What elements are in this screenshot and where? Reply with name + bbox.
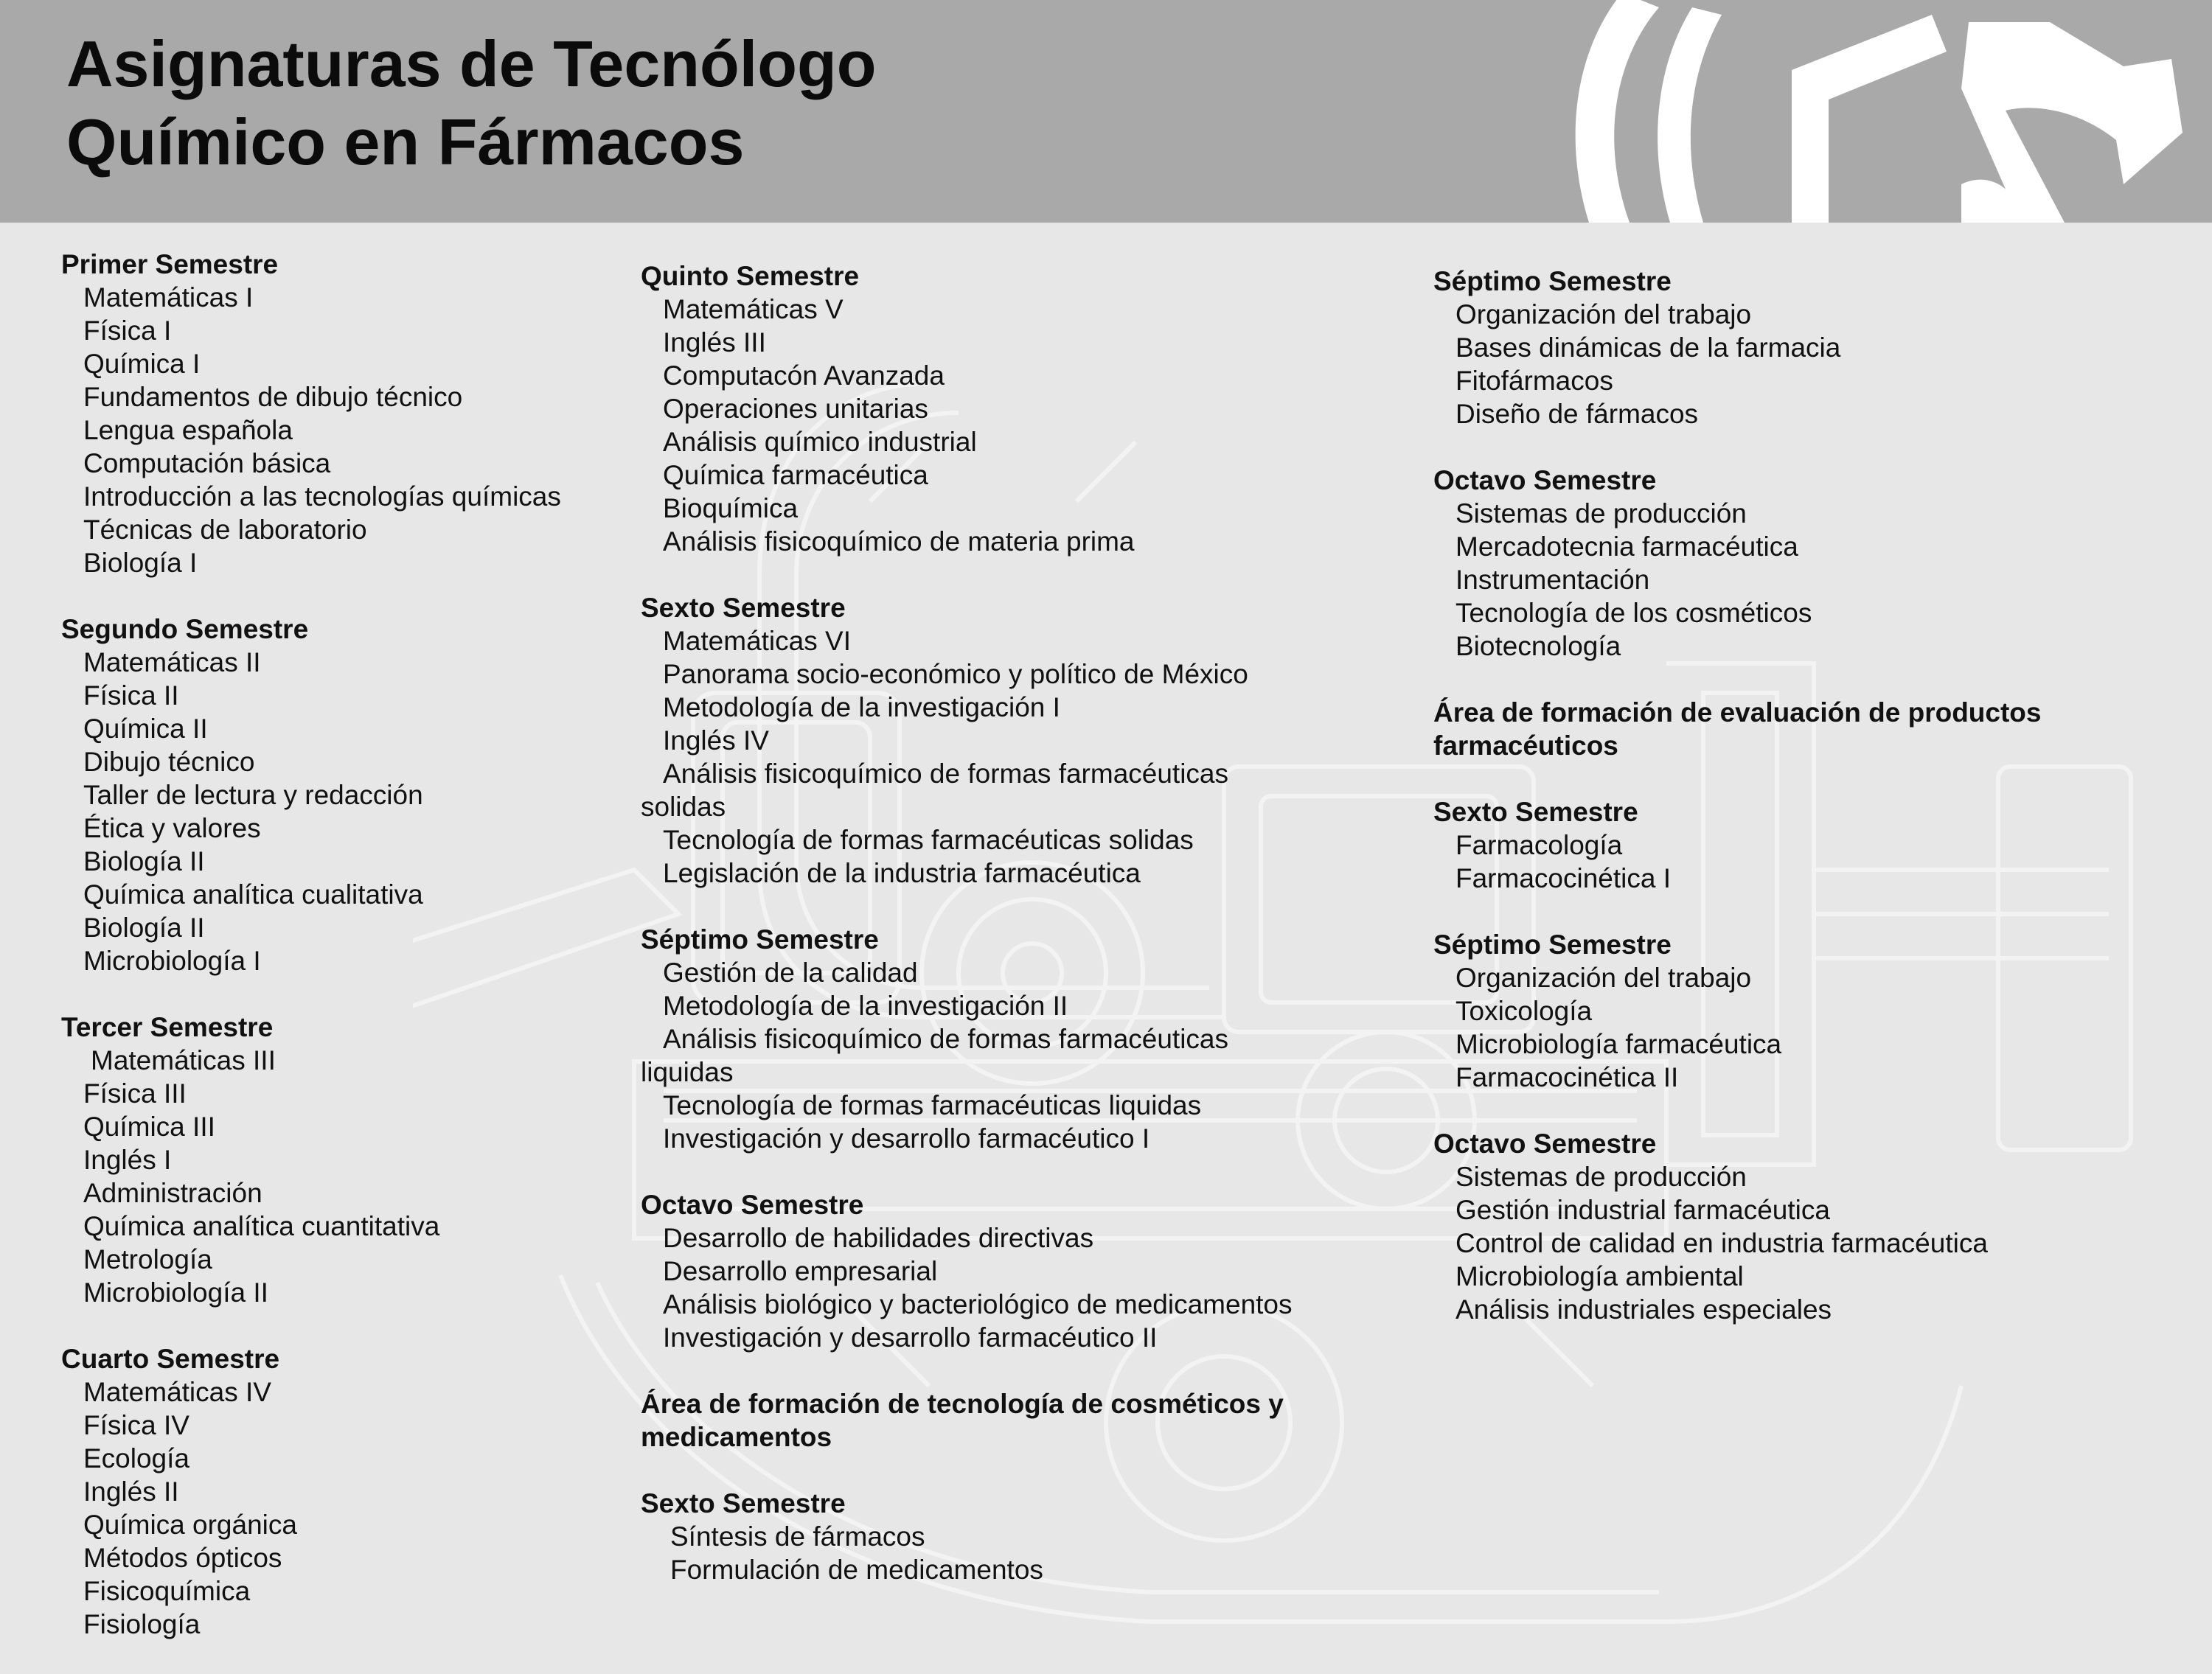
section-title: Octavo Semestre <box>1433 1129 1657 1159</box>
subject-item: Fitofármacos <box>1455 366 1613 396</box>
subject-item: Toxicología <box>1455 996 1593 1026</box>
subject-item: Taller de lectura y redacción <box>83 780 423 810</box>
section-title: Sexto Semestre <box>641 593 846 623</box>
subject-item: Computación básica <box>83 448 331 478</box>
subject-item: Química orgánica <box>83 1510 297 1540</box>
semester-section <box>61 1342 622 1641</box>
subject-item: Farmacocinética II <box>1455 1062 1679 1092</box>
subject-item: Fisiología <box>83 1609 201 1639</box>
subject-item: Métodos ópticos <box>83 1543 282 1573</box>
subject-item: Metodología de la investigación I <box>663 692 1060 722</box>
subject-item: Química III <box>83 1112 215 1142</box>
subject-item: Biotecnología <box>1455 631 1621 661</box>
subject-item: Química II <box>83 714 208 744</box>
subject-item: Fundamentos de dibujo técnico <box>83 382 463 412</box>
subject-item: Sistemas de producción <box>1455 498 1747 529</box>
section-title: Cuarto Semestre <box>61 1344 280 1374</box>
section-title: Octavo Semestre <box>641 1190 864 1220</box>
subject-item: Matemáticas II <box>83 647 261 677</box>
subject-item: Sistemas de producción <box>1455 1162 1747 1192</box>
page-title-line-2: Químico en Fármacos <box>66 105 745 178</box>
subject-item: Biología I <box>83 548 198 578</box>
subject-item: Matemáticas VI <box>663 626 851 656</box>
semester-section <box>641 1487 1400 1586</box>
section-title: Séptimo Semestre <box>1433 930 1672 960</box>
subject-item: Lengua española <box>83 415 293 445</box>
subject-item: Análisis biológico y bacteriológico de medicamentos <box>663 1289 1293 1319</box>
subject-item: Microbiología II <box>83 1277 268 1308</box>
subject-item: Administración <box>83 1178 262 1208</box>
subject-item: Tecnología de formas farmacéuticas solidas <box>663 825 1194 855</box>
subject-item: Análisis químico industrial <box>663 427 977 457</box>
subject-item: Matemáticas I <box>83 282 254 313</box>
subject-item: Control de calidad en industria farmacéutica <box>1455 1228 1988 1258</box>
semester-section <box>1433 1127 2171 1326</box>
semester-section <box>61 613 622 977</box>
subject-item: Operaciones unitarias <box>663 394 928 424</box>
subject-item: Física I <box>83 315 172 346</box>
subject-item: Gestión de la calidad <box>663 958 918 988</box>
subject-item: Análisis fisicoquímico de formas farmacéuticas solidas <box>641 758 1229 822</box>
semester-section <box>1433 795 2171 895</box>
subject-item: Instrumentación <box>1455 565 1650 595</box>
section-title: Primer Semestre <box>61 249 279 279</box>
semester-section <box>641 591 1400 890</box>
subject-item: Organización del trabajo <box>1455 963 1752 993</box>
subject-item: Análisis industriales especiales <box>1455 1294 1832 1325</box>
subject-item: Farmacología <box>1455 830 1623 860</box>
subject-item: Panorama socio-económico y político de México <box>663 659 1248 689</box>
subject-item: Bases dinámicas de la farmacia <box>1455 332 1841 363</box>
subject-item: Física IV <box>83 1410 189 1440</box>
subject-item: Inglés I <box>83 1145 172 1175</box>
subject-item: Farmacocinética I <box>1455 863 1671 893</box>
subject-item: Química farmacéutica <box>663 460 928 490</box>
subject-item: Mercadotecnia farmacéutica <box>1455 531 1798 562</box>
page-title-line-1: Asignaturas de Tecnólogo <box>66 27 877 100</box>
subject-item: Desarrollo empresarial <box>663 1256 938 1286</box>
semester-section <box>61 248 622 579</box>
institution-logo-icon <box>1548 0 2212 223</box>
subject-item: Fisicoquímica <box>83 1576 251 1606</box>
column-1 <box>61 248 622 1674</box>
subject-item: Química analítica cualitativa <box>83 879 423 910</box>
subject-item: Inglés III <box>663 327 766 358</box>
subject-item: Diseño de fármacos <box>1455 399 1699 429</box>
subject-item: Biología II <box>83 846 205 876</box>
subject-item: Investigación y desarrollo farmacéutico I <box>663 1123 1150 1154</box>
section-title: Tercer Semestre <box>61 1012 274 1042</box>
section-title: Sexto Semestre <box>1433 797 1638 827</box>
semester-section <box>641 1188 1400 1354</box>
area-section <box>1433 696 2171 762</box>
subject-item: Síntesis de fármacos <box>670 1521 925 1552</box>
subject-item: Metrología <box>83 1244 212 1274</box>
subject-item: Ética y valores <box>83 813 261 843</box>
subject-item: Matemáticas III <box>91 1045 276 1075</box>
subject-item: Organización del trabajo <box>1455 299 1752 329</box>
subject-item: Bioquímica <box>663 493 799 523</box>
section-title: Quinto Semestre <box>641 261 860 291</box>
subject-item: Ecología <box>83 1443 189 1474</box>
semester-section <box>1433 464 2171 663</box>
section-title: Octavo Semestre <box>1433 465 1657 495</box>
subject-item: Computacón Avanzada <box>663 360 945 391</box>
column-3 <box>1433 265 2171 1359</box>
area-title: Área de formación de tecnología de cosméticos y medicamentos <box>641 1389 1284 1452</box>
subject-item: Química I <box>83 349 201 379</box>
semester-section <box>641 923 1400 1155</box>
subject-item: Dibujo técnico <box>83 747 255 777</box>
subject-item: Tecnología de formas farmacéuticas liquidas <box>663 1090 1202 1120</box>
subject-item: Matemáticas IV <box>83 1377 271 1407</box>
subject-item: Análisis fisicoquímico de materia prima <box>663 526 1135 557</box>
subject-item: Biología II <box>83 913 205 943</box>
semester-section <box>61 1011 622 1309</box>
subject-item: Física III <box>83 1078 187 1109</box>
page-title <box>66 25 877 181</box>
subject-item: Gestión industrial farmacéutica <box>1455 1195 1830 1225</box>
section-title: Sexto Semestre <box>641 1488 846 1518</box>
subject-item: Desarrollo de habilidades directivas <box>663 1223 1094 1253</box>
subject-item: Análisis fisicoquímico de formas farmacéuticas liquidas <box>641 1024 1229 1087</box>
subject-item: Técnicas de laboratorio <box>83 515 367 545</box>
header-banner <box>0 0 2212 223</box>
subject-item: Inglés II <box>83 1476 179 1507</box>
subject-item: Legislación de la industria farmacéutica <box>663 858 1141 888</box>
subject-item: Física II <box>83 680 179 711</box>
subject-item: Formulación de medicamentos <box>670 1555 1043 1585</box>
subject-item: Microbiología ambiental <box>1455 1261 1744 1291</box>
semester-section <box>641 259 1400 558</box>
area-section <box>641 1387 1400 1454</box>
section-title: Segundo Semestre <box>61 614 309 644</box>
subject-item: Inglés IV <box>663 725 769 756</box>
subject-item: Química analítica cuantitativa <box>83 1211 440 1241</box>
section-title: Séptimo Semestre <box>641 924 879 955</box>
subject-item: Microbiología I <box>83 946 261 976</box>
subject-item: Investigación y desarrollo farmacéutico II <box>663 1322 1158 1353</box>
subject-item: Introducción a las tecnologías químicas <box>83 481 561 512</box>
column-2 <box>641 259 1400 1619</box>
semester-section <box>1433 928 2171 1094</box>
area-title: Área de formación de evaluación de productos farmacéuticos <box>1433 697 2042 761</box>
subject-item: Metodología de la investigación II <box>663 991 1068 1021</box>
semester-section <box>1433 265 2171 430</box>
subject-item: Tecnología de los cosméticos <box>1455 598 1812 628</box>
subject-item: Matemáticas V <box>663 294 844 324</box>
section-title: Séptimo Semestre <box>1433 266 1672 296</box>
subject-item: Microbiología farmacéutica <box>1455 1029 1782 1059</box>
